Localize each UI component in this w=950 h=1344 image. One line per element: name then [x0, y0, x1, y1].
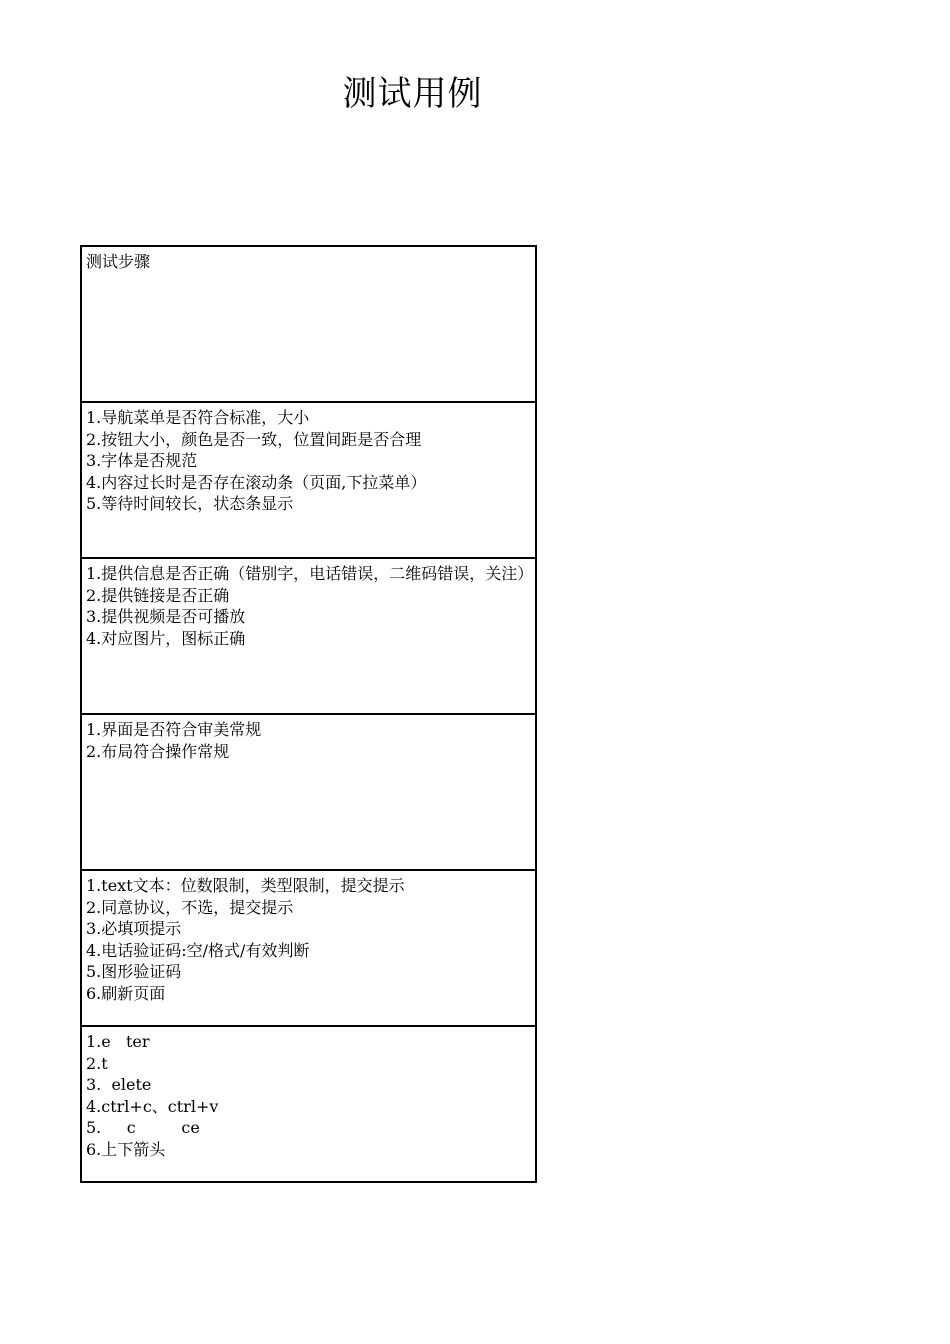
table-cell-keyboard-checks	[81, 1026, 536, 1182]
table-row	[81, 870, 536, 1026]
cell-line: 6.上下箭头	[86, 1139, 166, 1159]
cell-line: 5. c ce	[86, 1118, 200, 1137]
cell-line: 1.提供信息是否正确（错别字，电话错误，二维码错误，关注）	[86, 564, 534, 583]
page-title: 测试用例	[342, 74, 483, 114]
cell-line: 1.text文本：位数限制，类型限制，提交提示	[86, 876, 405, 895]
cell-line: 3. elete	[86, 1075, 152, 1094]
table-cell-content-checks	[81, 558, 536, 714]
cell-line: 5.图形验证码	[86, 962, 182, 981]
table-row	[81, 402, 536, 558]
cell-line: 4.内容过长时是否存在滚动条（页面,下拉菜单）	[86, 472, 427, 492]
cell-line: 3.字体是否规范	[86, 451, 198, 470]
cell-line: 1.界面是否符合审美常规	[86, 720, 262, 739]
cell-line: 1.导航菜单是否符合标准，大小	[86, 408, 310, 427]
table-cell-form-checks	[81, 870, 536, 1026]
table-row	[81, 1026, 536, 1182]
cell-line: 5.等待时间较长，状态条显示	[86, 494, 294, 513]
table-cell-steps-header	[81, 246, 536, 402]
cell-line: 3.提供视频是否可播放	[86, 607, 246, 626]
table-row	[81, 246, 536, 402]
cell-line: 2.按钮大小，颜色是否一致，位置间距是否合理	[86, 429, 422, 449]
test-case-table	[80, 245, 537, 1183]
cell-line: 4.对应图片，图标正确	[86, 628, 246, 648]
table-cell-ui-standards	[81, 402, 536, 558]
table-row	[81, 714, 536, 870]
cell-line: 测试步骤	[86, 252, 151, 271]
cell-line: 4.ctrl+c、ctrl+v	[86, 1096, 219, 1116]
cell-line: 2.提供链接是否正确	[86, 585, 230, 605]
cell-line: 2.t	[86, 1053, 108, 1073]
cell-line: 2.布局符合操作常规	[86, 741, 230, 761]
table-cell-layout-checks	[81, 714, 536, 870]
cell-line: 3.必填项提示	[86, 919, 182, 938]
cell-line: 1.e ter	[86, 1032, 150, 1051]
table-row	[81, 558, 536, 714]
cell-line: 4.电话验证码:空/格式/有效判断	[86, 940, 310, 960]
cell-line: 2.同意协议，不选，提交提示	[86, 897, 294, 917]
cell-line: 6.刷新页面	[86, 983, 166, 1003]
